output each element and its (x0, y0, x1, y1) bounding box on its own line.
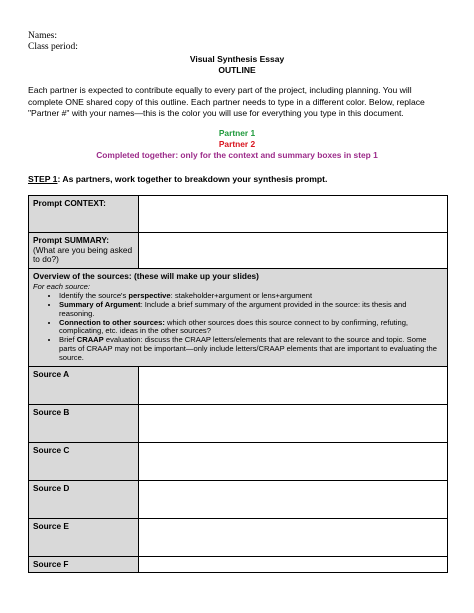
title-line-2: OUTLINE (218, 65, 256, 75)
class-period-label: Class period: (28, 42, 78, 52)
intro-paragraph: Each partner is expected to contribute equally to every part of the project, including planning. You will complete ONE shared copy of this outline. Each partner needs to type in a different color. Below, replace "Partner #" with your names—this is the color you will use for everything you type in this document. (28, 85, 425, 118)
together-label: Completed together: only for the context and summary boxes in step 1 (96, 150, 378, 160)
source-b-label: Source B (29, 404, 139, 442)
source-b-row (29, 404, 448, 442)
overview-intro: For each source: (33, 281, 90, 291)
source-c-label: Source C (29, 442, 139, 480)
source-a-row (29, 366, 448, 404)
bullet-summary: • Summary of Argument: Include a brief summary of the argument provided in the source: its thesis and reasoning. (59, 301, 443, 319)
partner-2-label: Partner 2 (218, 139, 256, 149)
summary-row (29, 233, 448, 269)
source-d-label: Source D (29, 480, 139, 518)
source-a-label: Source A (29, 366, 139, 404)
source-e-label: Source E (29, 518, 139, 556)
source-f-row (29, 556, 448, 573)
bullet-connection: • Connection to other sources: which other sources does this source connect to by confirming, refuting, complicating, etc. ideas in the other sources? (59, 319, 443, 337)
overview-cell (29, 269, 448, 367)
overview-row (29, 269, 448, 367)
source-e-input[interactable] (139, 518, 448, 556)
context-row (29, 196, 448, 233)
source-d-input[interactable] (139, 480, 448, 518)
summary-label: Prompt SUMMARY: (33, 235, 110, 245)
document-title (0, 54, 474, 76)
outline-table (28, 195, 448, 573)
step-1-heading (28, 174, 327, 184)
title-line-1: Visual Synthesis Essay (189, 54, 285, 64)
context-input[interactable] (139, 196, 448, 233)
summary-sublabel: (What are you being asked to do?) (33, 244, 133, 265)
partner-legend (0, 128, 474, 161)
source-a-input[interactable] (139, 366, 448, 404)
source-f-label: Source F (29, 556, 139, 573)
overview-bullets (33, 292, 443, 362)
source-c-row (29, 442, 448, 480)
partner-1-label: Partner 1 (218, 128, 256, 138)
source-b-input[interactable] (139, 404, 448, 442)
names-block (28, 31, 78, 53)
step-1-label: STEP 1 (28, 174, 58, 184)
step-1-text: : As partners, work together to breakdown your synthesis prompt. (57, 174, 328, 184)
source-e-row (29, 518, 448, 556)
bullet-perspective: • Identify the source's perspective: stakeholder+argument or lens+argument (59, 292, 443, 301)
overview-title: Overview of the sources: (these will make up your slides) (33, 271, 259, 281)
source-c-input[interactable] (139, 442, 448, 480)
summary-input[interactable] (139, 233, 448, 269)
names-label: Names: (28, 31, 58, 41)
source-f-input[interactable] (139, 556, 448, 573)
context-label: Prompt CONTEXT: (29, 196, 139, 233)
summary-label-cell (29, 233, 139, 269)
source-d-row (29, 480, 448, 518)
bullet-craap: • Brief CRAAP evaluation: discuss the CRAAP letters/elements that are relevant to the source and topic. Some parts of CRAAP may not be important—only include letters/CRAAP elements that are important to evaluating the source. (59, 336, 443, 362)
